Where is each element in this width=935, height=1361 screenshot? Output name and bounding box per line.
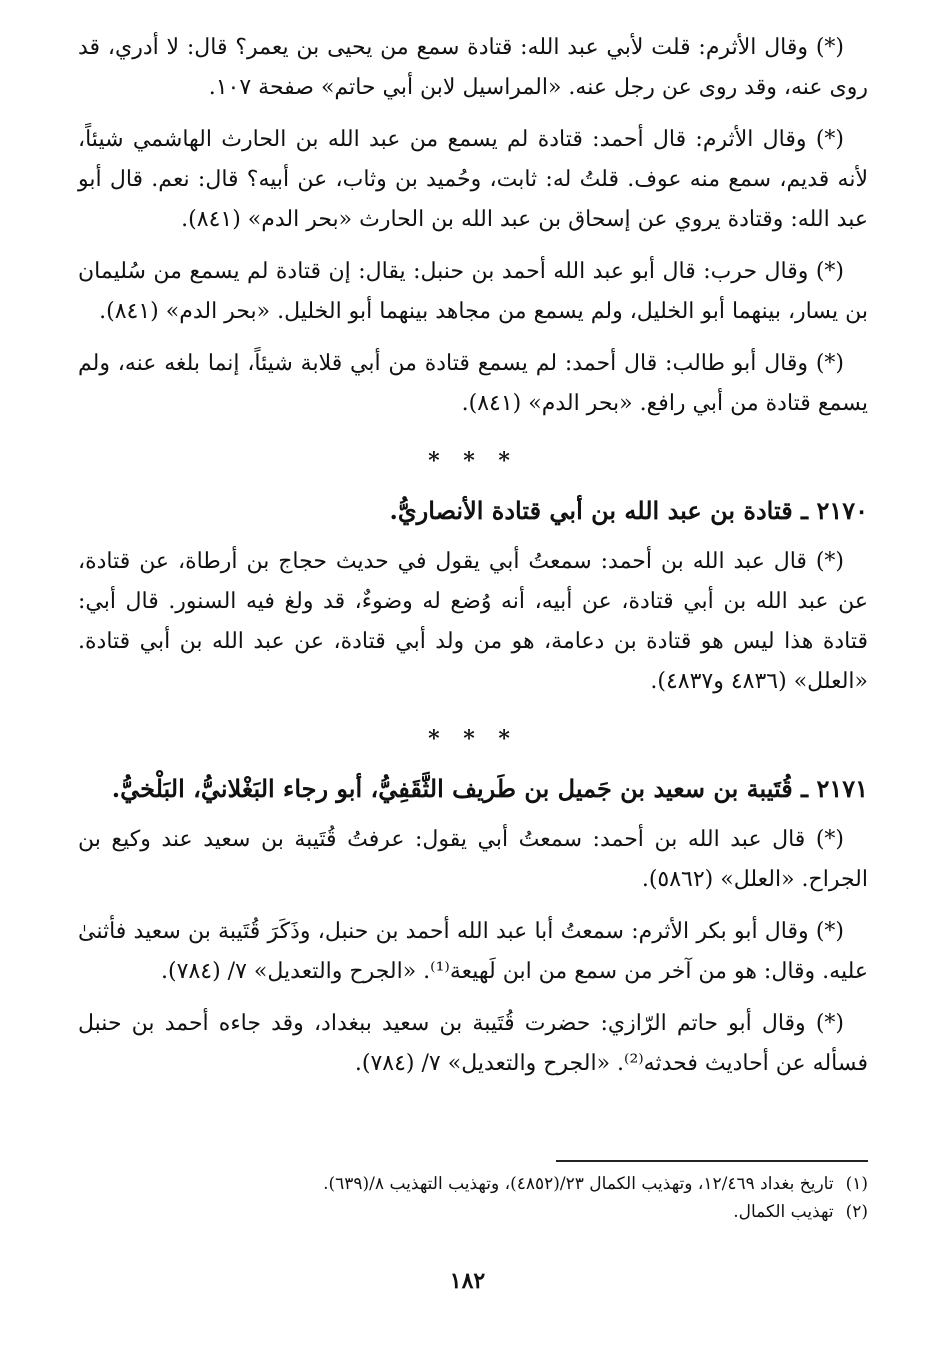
footnote-text: تهذيب الكمال. <box>733 1202 834 1222</box>
paragraph-2171-abu-hatim: (*) وقال أبو حاتم الرّازي: حضرت قُتَيبة بن سعيد ببغداد، وقد جاءه أحمد بن حنبل فسأله عن أحاديث فحدثه⁽²⁾. «الجرح والتعديل» ٧/ (٧٨٤). <box>78 1011 868 1076</box>
paragraph-2170-ilal: (*) قال عبد الله بن أحمد: سمعتُ أبي يقول في حديث حجاج بن أرطاة، عن قتادة، عن عبد الله بن أبي قتادة، عن أبيه، أنه وُضع له وضوءٌ، قد ولغ فيه السنور. قال أبي: قتادة هذا ليس هو قتادة بن دعامة، هو من ولد أبي قتادة، عن عبد الله بن أبي قتادة. «العلل» (٤٨٣٦ و٤٨٣٧). <box>78 549 868 694</box>
page-body <box>78 28 868 1096</box>
footnote-1 <box>78 1170 868 1198</box>
footnote-number: (٢) <box>845 1202 868 1222</box>
footnote-number: (١) <box>845 1174 868 1194</box>
footnote-2 <box>78 1198 868 1226</box>
paragraph-abu-talib: (*) وقال أبو طالب: قال أحمد: لم يسمع قتادة من أبي قلابة شيئاً، إنما بلغه عنه، ولم يسمع قتادة من أبي رافع. «بحر الدم» (٨٤١). <box>78 351 868 416</box>
footnote-text: تاريخ بغداد ١٢/٤٦٩، وتهذيب الكمال ٢٣/(٤٨٥٢)، وتهذيب التهذيب ٨/(٦٣٩). <box>323 1174 834 1194</box>
entry-heading-2170: ٢١٧٠ ـ قتادة بن عبد الله بن أبي قتادة الأنصاريُّ. <box>389 496 868 525</box>
section-separator: * * * <box>428 448 518 474</box>
paragraph-harb: (*) وقال حرب: قال أبو عبد الله أحمد بن حنبل: يقال: إن قتادة لم يسمع من سُليمان بن يسار، بينهما أبو الخليل، ولم يسمع من مجاهد بينهما أبو الخليل. «بحر الدم» (٨٤١). <box>78 259 868 324</box>
page-number: ١٨٢ <box>449 1268 486 1294</box>
paragraph-athram-yahya: (*) وقال الأثرم: قلت لأبي عبد الله: قتادة سمع من يحيى بن يعمر؟ قال: لا أدري، قد روى عنه، وقد روى عن رجل عنه. «المراسيل لابن أبي حاتم» صفحة ١٠٧. <box>78 35 868 100</box>
paragraph-2171-athram: (*) وقال أبو بكر الأثرم: سمعتُ أبا عبد الله أحمد بن حنبل، وذَكَرَ قُتَيبة بن سعيد فأثنىٰ عليه. وقال: هو من آخر من سمع من ابن لَهيعة⁽¹⁾. «الجرح والتعديل» ٧/ (٧٨٤). <box>78 919 868 984</box>
footnotes <box>78 1170 868 1226</box>
footnote-divider <box>556 1160 868 1162</box>
entry-heading-2171: ٢١٧١ ـ قُتَيبة بن سعيد بن جَميل بن طَريف الثَّقَفِيُّ، أبو رجاء البَغْلانيُّ، البَلْخيُّ. <box>111 774 868 803</box>
paragraph-2171-ilal: (*) قال عبد الله بن أحمد: سمعتُ أبي يقول: عرفتُ قُتَيبة بن سعيد عند وكيع بن الجراح. «العلل» (٥٨٦٢). <box>78 827 868 892</box>
paragraph-athram-hashimi: (*) وقال الأثرم: قال أحمد: قتادة لم يسمع من عبد الله بن الحارث الهاشمي شيئاً، لأنه قديم، سمع منه عوف. قلتُ له: ثابت، وحُميد بن وثاب، عن أبيه؟ قال: نعم. قال أبو عبد الله: وقتادة يروي عن إسحاق بن عبد الله بن الحارث «بحر الدم» (٨٤١). <box>78 127 868 232</box>
section-separator: * * * <box>428 726 518 752</box>
